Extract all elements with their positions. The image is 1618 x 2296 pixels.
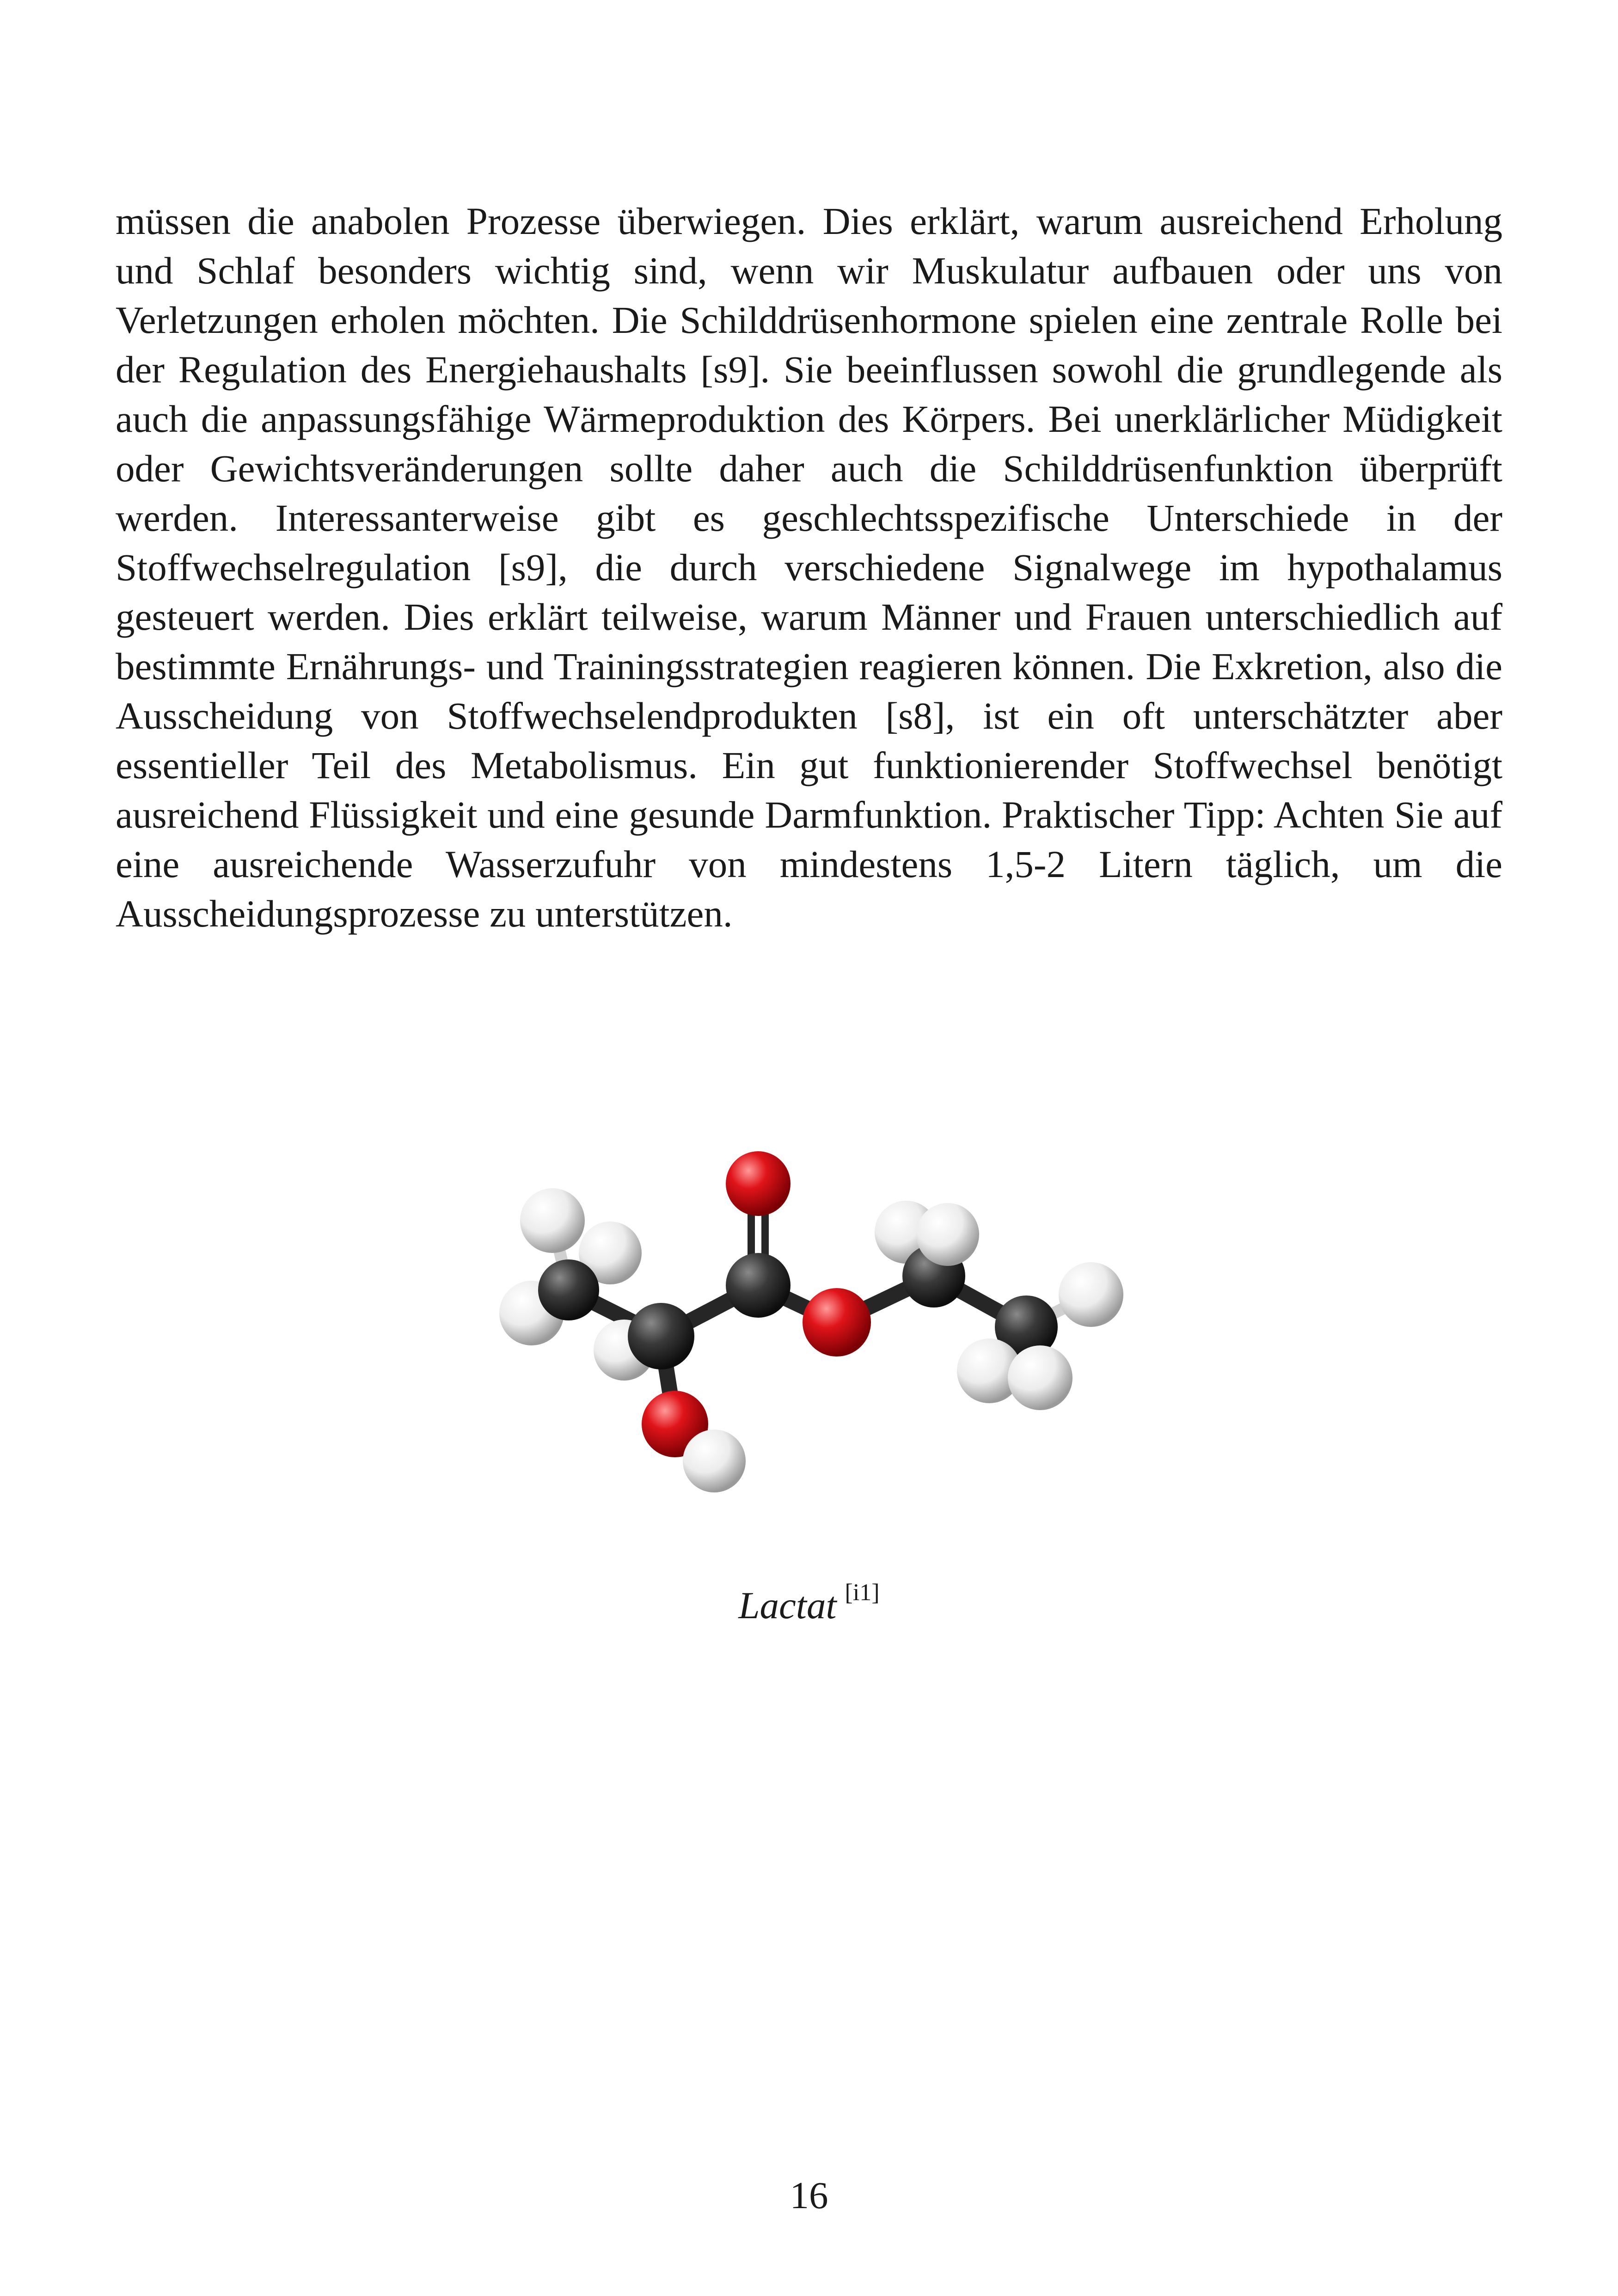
page-number: 16 [790,2174,828,2216]
oxygen-atom [803,1288,871,1357]
hydrogen-atom [1059,1262,1123,1327]
carbon-atom [628,1303,694,1369]
hydrogen-atom [520,1188,585,1253]
caption-text: Lactat [738,1584,837,1627]
oxygen-atom [726,1151,791,1216]
carbon-atom [726,1253,791,1318]
hydrogen-atom [1008,1345,1073,1410]
hydrogen-atom [916,1203,979,1266]
hydrogen-atom [683,1430,746,1492]
figure-caption [0,1579,1618,1627]
molecule-figure [472,1147,1146,1526]
ball-and-stick-molecule-image [472,1147,1146,1526]
image-reference: [i1] [845,1579,880,1606]
body-paragraph: müssen die anabolen Prozesse überwiegen. Dies erklärt, warum ausreichend Erholung und Schlaf besonders wichtig sind, wenn wir Muskulatur aufbauen oder uns von Verletzungen erholen möchten. Die Schilddrüsenhormone spielen eine zentrale Rolle bei der Regulation des Energiehaushalts [s9]. Sie beeinflussen sowohl die grundlegende als auch die anpassungsfähige Wärmeproduktion des Körpers. Bei unerklärlicher Müdigkeit oder Gewichtsveränderungen sollte daher auch die Schilddrüsenfunktion überprüft werden. Interessanterweise gibt es geschlechtsspezifische Unterschiede in der Stoffwechselregulation [s9], die durch verschiedene Signalwege im hypothalamus gesteuert werden. Dies erklärt teilweise, warum Männer und Frauen unterschiedlich auf bestimmte Ernährungs- und Trainingsstrategien reagieren können. Die Exkretion, also die Ausscheidung von Stoffwechselendprodukten [s8], ist ein oft unterschätzter aber essentieller Teil des Metabolismus. Ein gut funktionierender Stoffwechsel benötigt ausreichend Flüssigkeit und eine gesunde Darmfunktion. Praktischer Tipp: Achten Sie auf eine ausreichende Wasserzufuhr von mindestens 1,5-2 Litern täglich, um die Ausscheidungsprozesse zu unterstützen. [116,200,1502,935]
carbon-atom [538,1259,599,1320]
